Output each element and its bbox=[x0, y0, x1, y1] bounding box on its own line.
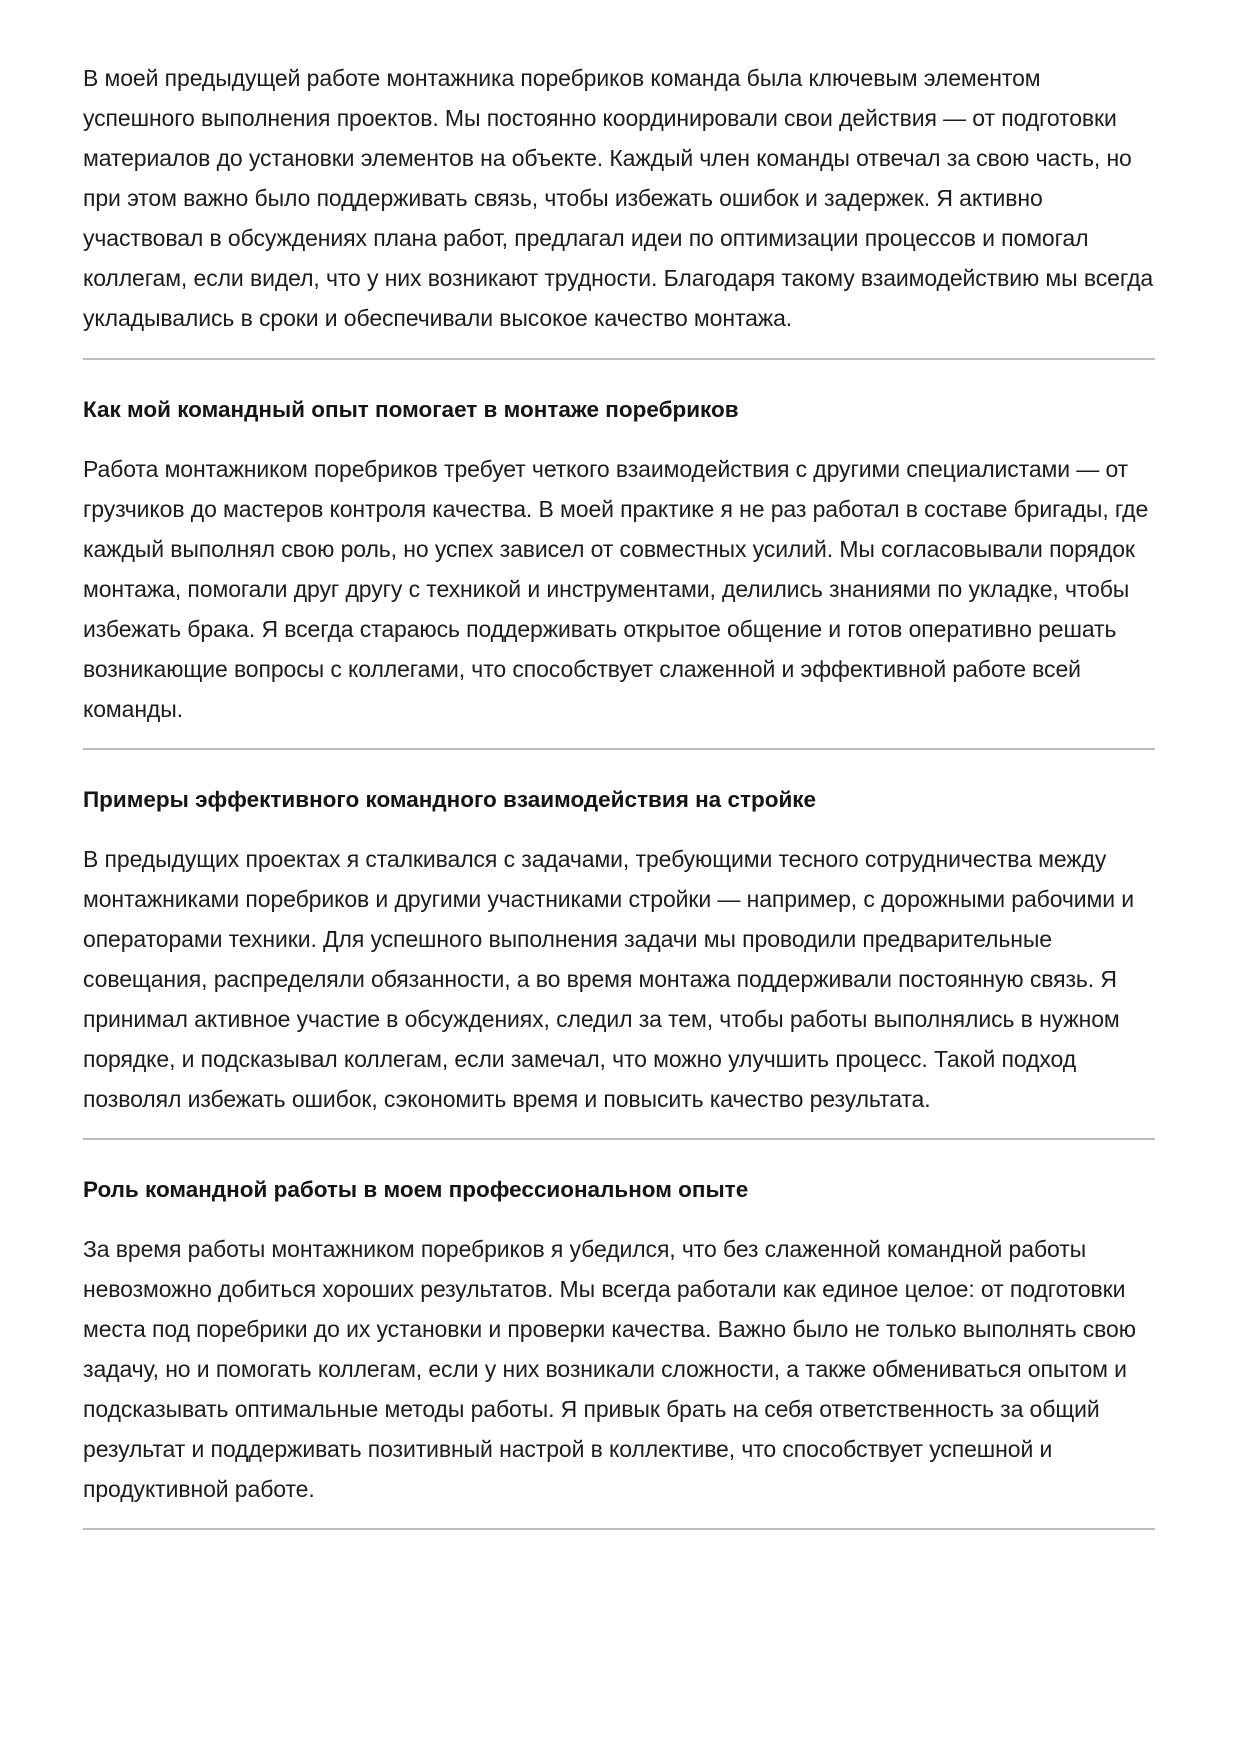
section-teamwork-role bbox=[83, 1175, 1155, 1530]
section-divider bbox=[83, 1138, 1155, 1140]
section-divider bbox=[83, 1528, 1155, 1530]
section-team-experience bbox=[83, 395, 1155, 750]
section-divider bbox=[83, 358, 1155, 360]
intro-block bbox=[83, 58, 1155, 360]
section-paragraph: В предыдущих проектах я сталкивался с задачами, требующими тесного сотрудничества между монтажниками поребриков и другими участниками стройки — например, с дорожными рабочими и операторами техники. Для успешного выполнения задачи мы проводили предварительные совещания, распределяли обязанности, а во время монтажа поддерживали постоянную связь. Я принимал активное участие в обсуждениях, следил за тем, чтобы работы выполнялись в нужном порядке, и подсказывал коллегам, если замечал, что можно улучшить процесс. Такой подход позволял избежать ошибок, сэкономить время и повысить качество результата. bbox=[83, 846, 1135, 1112]
document-body bbox=[83, 58, 1155, 1565]
section-examples bbox=[83, 785, 1155, 1140]
intro-paragraph: В моей предыдущей работе монтажника поребриков команда была ключевым элементом успешного выполнения проектов. Мы постоянно координировали свои действия — от подготовки материалов до установки элементов на объекте. Каждый член команды отвечал за свою часть, но при этом важно было поддерживать связь, чтобы избежать ошибок и задержек. Я активно участвовал в обсуждениях плана работ, предлагал идеи по оптимизации процессов и помогал коллегам, если видел, что у них возникают трудности. Благодаря такому взаимодействию мы всегда укладывались в сроки и обеспечивали высокое качество монтажа. bbox=[83, 65, 1154, 331]
section-divider bbox=[83, 748, 1155, 750]
section-paragraph: За время работы монтажником поребриков я убедился, что без слаженной командной работы невозможно добиться хороших результатов. Мы всегда работали как единое целое: от подготовки места под поребрики до их установки и проверки качества. Важно было не только выполнять свою задачу, но и помогать коллегам, если у них возникали сложности, а также обмениваться опытом и подсказывать оптимальные методы работы. Я привык брать на себя ответственность за общий результат и поддерживать позитивный настрой в коллективе, что способствует успешной и продуктивной работе. bbox=[83, 1236, 1136, 1502]
section-heading: Роль командной работы в моем профессиональном опыте bbox=[83, 1177, 749, 1202]
section-heading: Примеры эффективного командного взаимодействия на стройке bbox=[83, 787, 817, 812]
section-heading: Как мой командный опыт помогает в монтаже поребриков bbox=[83, 397, 739, 422]
section-paragraph: Работа монтажником поребриков требует четкого взаимодействия с другими специалистами — от грузчиков до мастеров контроля качества. В моей практике я не раз работал в составе бригады, где каждый выполнял свою роль, но успех зависел от совместных усилий. Мы согласовывали порядок монтажа, помогали друг другу с техникой и инструментами, делились знаниями по укладке, чтобы избежать брака. Я всегда стараюсь поддерживать открытое общение и готов оперативно решать возникающие вопросы с коллегами, что способствует слаженной и эффективной работе всей команды. bbox=[83, 456, 1149, 722]
